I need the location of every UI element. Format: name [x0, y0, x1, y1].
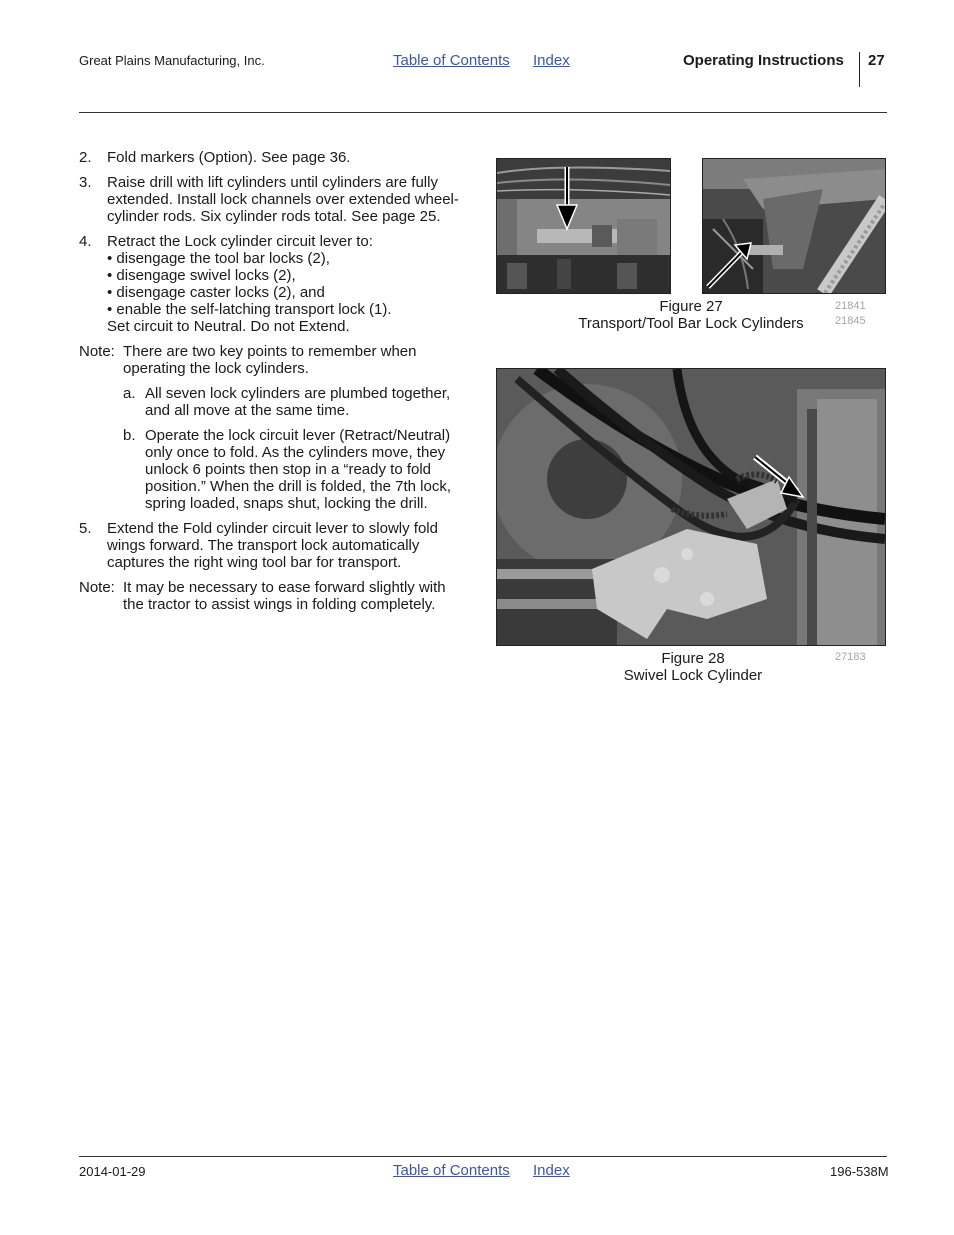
note-ease-forward [79, 579, 469, 613]
header-rule [79, 112, 887, 113]
figure-28-title: Swivel Lock Cylinder [623, 667, 763, 684]
footer-rule [79, 1156, 887, 1157]
step-number: 2. [79, 149, 92, 166]
figure-28-id: 27183 [835, 651, 866, 663]
step-text-block [107, 233, 469, 335]
note-item-text: All seven lock cylinders are plumbed together, and all move at the same time. [145, 385, 451, 419]
step-number: 3. [79, 174, 92, 191]
bullet-item: • disengage swivel locks (2), [107, 267, 296, 284]
header-index-link[interactable]: Index [533, 52, 570, 69]
section-title: Operating Instructions [683, 52, 844, 69]
footer-toc-link[interactable]: Table of Contents [393, 1162, 510, 1179]
bullet-item: • enable the self-latching transport lock (1). [107, 301, 392, 318]
figure-27-label: Figure 27 [659, 298, 723, 315]
step-4 [79, 233, 469, 335]
figure-28-photo [496, 368, 886, 646]
note-item-letter: b. [123, 427, 136, 444]
note-item-b [123, 427, 469, 512]
swivel-lock-photo-image [497, 369, 885, 645]
step-text: Fold markers (Option). See page 36. [107, 149, 351, 166]
note-item-text: Operate the lock circuit lever (Retract/Neutral) only once to fold. As the cylinders move, they unlock 6 points then stop in a “ready to fold position.” When the drill is folded, the 7th lock, spring loaded, snaps shut, locking the drill. [145, 427, 451, 512]
figure-27-ids [835, 299, 866, 329]
bullet-item: • disengage the tool bar locks (2), [107, 250, 330, 267]
step-text: Retract the Lock cylinder circuit lever to: [107, 233, 373, 250]
note-label: Note: [79, 343, 115, 360]
step-number: 5. [79, 520, 92, 537]
footer-index-link[interactable]: Index [533, 1162, 570, 1179]
figure-28-caption [610, 650, 776, 684]
figure-27-title: Transport/Tool Bar Lock Cylinders [578, 315, 804, 332]
figure-28-label: Figure 28 [661, 650, 725, 667]
note-lock-cylinders [79, 343, 469, 377]
figure-id: 21841 [835, 300, 866, 312]
transport-lock-photo-image [703, 159, 885, 293]
step-text: Extend the Fold cylinder circuit lever to slowly fold wings forward. The transport lock automatically captures the right wing tool bar for transport. [107, 520, 438, 571]
figure-27-caption [560, 298, 822, 332]
step-number: 4. [79, 233, 92, 250]
footer-date: 2014-01-29 [79, 1164, 146, 1179]
lock-cylinder-photo-image [497, 159, 670, 293]
footer-doc-number: 196-538M [830, 1164, 889, 1179]
step-2 [79, 149, 469, 166]
note-item-letter: a. [123, 385, 136, 402]
step-5 [79, 520, 469, 571]
bullet-item: • disengage caster locks (2), and [107, 284, 325, 301]
note-text: It may be necessary to ease forward slightly with the tractor to assist wings in folding completely. [123, 579, 446, 613]
note-text: There are two key points to remember when operating the lock cylinders. [123, 343, 417, 377]
instructions-column [79, 149, 469, 621]
note-item-a [123, 385, 469, 419]
company-name: Great Plains Manufacturing, Inc. [79, 53, 265, 68]
step-after-text: Set circuit to Neutral. Do not Extend. [107, 318, 350, 335]
figure-27-photo-left [496, 158, 671, 294]
header-divider [859, 52, 860, 87]
note-label: Note: [79, 579, 115, 596]
figure-27-photo-right [702, 158, 886, 294]
page-number: 27 [868, 52, 885, 69]
step-text: Raise drill with lift cylinders until cylinders are fully extended. Install lock channels over extended wheel-cylinder rods. Six cylinder rods total. See page 25. [107, 174, 459, 225]
step-3 [79, 174, 469, 225]
figure-id: 21845 [835, 315, 866, 327]
header-toc-link[interactable]: Table of Contents [393, 52, 510, 69]
